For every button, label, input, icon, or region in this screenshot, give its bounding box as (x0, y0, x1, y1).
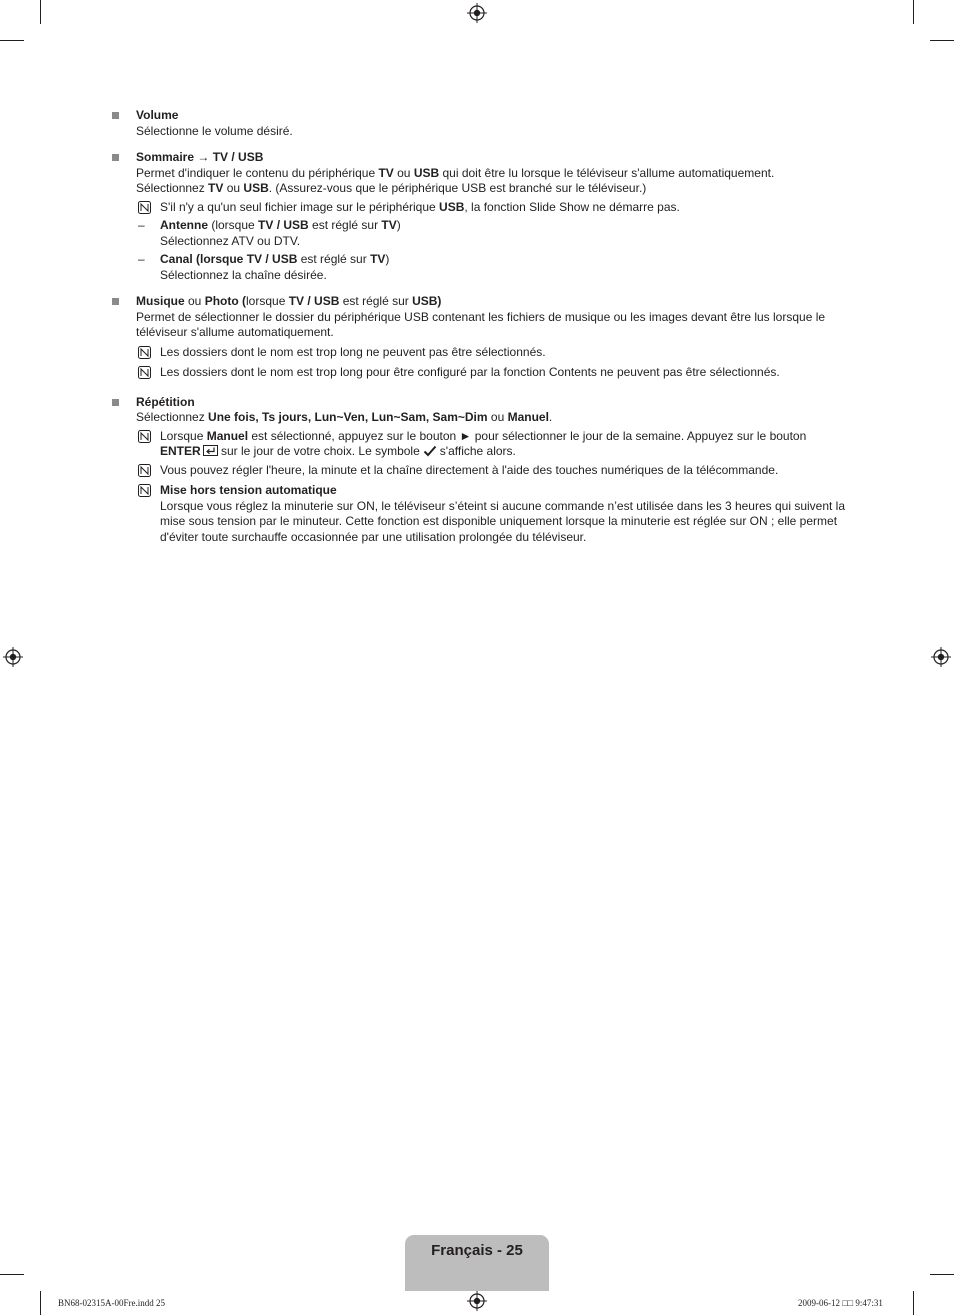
bullet-square-icon (112, 298, 119, 305)
note-icon (138, 366, 151, 379)
crop-mark (930, 1274, 954, 1275)
page-number-label: Français - 25 (431, 1242, 523, 1259)
check-icon (423, 445, 437, 457)
note: S'il n'y a qu'un seul fichier image sur le périphérique USB, la fonction Slide Show ne démarre pas. (136, 200, 847, 216)
enter-icon (203, 445, 218, 456)
bullet-square-icon (112, 154, 119, 161)
page-content (112, 108, 847, 556)
section-title: Volume (136, 108, 179, 122)
print-slug-file: BN68-02315A-00Fre.indd 25 (58, 1298, 165, 1308)
section-title: Sommaire → TV / USB (136, 150, 264, 164)
note-icon (138, 346, 151, 359)
note-icon (138, 484, 151, 497)
page-number-tab (405, 1235, 549, 1291)
note-icon (138, 464, 151, 477)
section-musique-photo (112, 294, 847, 381)
crop-mark (40, 1291, 41, 1315)
crop-mark (930, 40, 954, 41)
note: Les dossiers dont le nom est trop long pour être configuré par la fonction Contents ne peuvent pas être sélectionnés. (136, 365, 847, 381)
print-slug-date: 2009-06-12 □□ 9:47:31 (798, 1298, 883, 1308)
bullet-square-icon (112, 399, 119, 406)
bullet-square-icon (112, 112, 119, 119)
note: Vous pouvez régler l'heure, la minute et la chaîne directement à l'aide des touches numériques de la télécommande. (136, 463, 847, 479)
note: Mise hors tension automatique Lorsque vous réglez la minuterie sur ON, le téléviseur s’éteint si aucune commande n’est utilisée dans les 3 heures qui suivent la mise sous tension par le minuteur. Cette fonction est disponible uniquement lorsque la minuterie est réglée sur ON ; elle permet d'éviter toute surchauffe occasionnée par une utilisation prolongée du téléviseur. (136, 483, 847, 545)
crop-mark (913, 1291, 914, 1315)
crop-mark (0, 40, 24, 41)
section-repetition (112, 395, 847, 546)
crop-mark (913, 0, 914, 24)
registration-mark-icon (467, 3, 487, 23)
crop-mark (40, 0, 41, 24)
dash-marker: – (138, 218, 145, 232)
sub-item-antenne: – Antenne (lorsque TV / USB est réglé sur TV) Sélectionnez ATV ou DTV. (138, 218, 401, 248)
section-volume (112, 108, 847, 139)
section-sommaire (112, 150, 847, 283)
section-text: Sélectionnez Une fois, Ts jours, Lun~Ven, Lun~Sam, Sam~Dim ou Manuel. (136, 410, 553, 424)
crop-mark (0, 1274, 24, 1275)
note: Lorsque Manuel est sélectionné, appuyez sur le bouton ► pour sélectionner le jour de la semaine. Appuyez sur le bouton ENTER sur le jour de votre choix. Le symbole s'affiche alors. (136, 429, 847, 460)
note-icon (138, 430, 151, 443)
registration-mark-icon (467, 1291, 487, 1311)
dash-marker: – (138, 252, 145, 266)
section-text: Sélectionne le volume désiré. (136, 123, 293, 138)
note-icon (138, 201, 151, 214)
sub-item-canal: – Canal (lorsque TV / USB est réglé sur TV) Sélectionnez la chaîne désirée. (138, 252, 390, 282)
registration-mark-icon (3, 647, 23, 667)
note: Les dossiers dont le nom est trop long ne peuvent pas être sélectionnés. (136, 345, 847, 361)
section-text: Sélectionnez TV ou USB. (Assurez-vous que le périphérique USB est branché sur le téléviseur.) (136, 181, 647, 195)
section-title: Répétition (136, 394, 195, 409)
section-text: Permet d'indiquer le contenu du périphérique TV ou USB qui doit être lu lorsque le téléviseur s'allume automatiquement. (136, 165, 775, 180)
section-title: Musique ou Photo (lorsque TV / USB est réglé sur USB) (136, 294, 442, 308)
registration-mark-icon (931, 647, 951, 667)
section-text: Permet de sélectionner le dossier du périphérique USB contenant les fichiers de musique ou les images devant être lus lorsque le téléviseur s'allume automatiquement. (136, 309, 826, 339)
